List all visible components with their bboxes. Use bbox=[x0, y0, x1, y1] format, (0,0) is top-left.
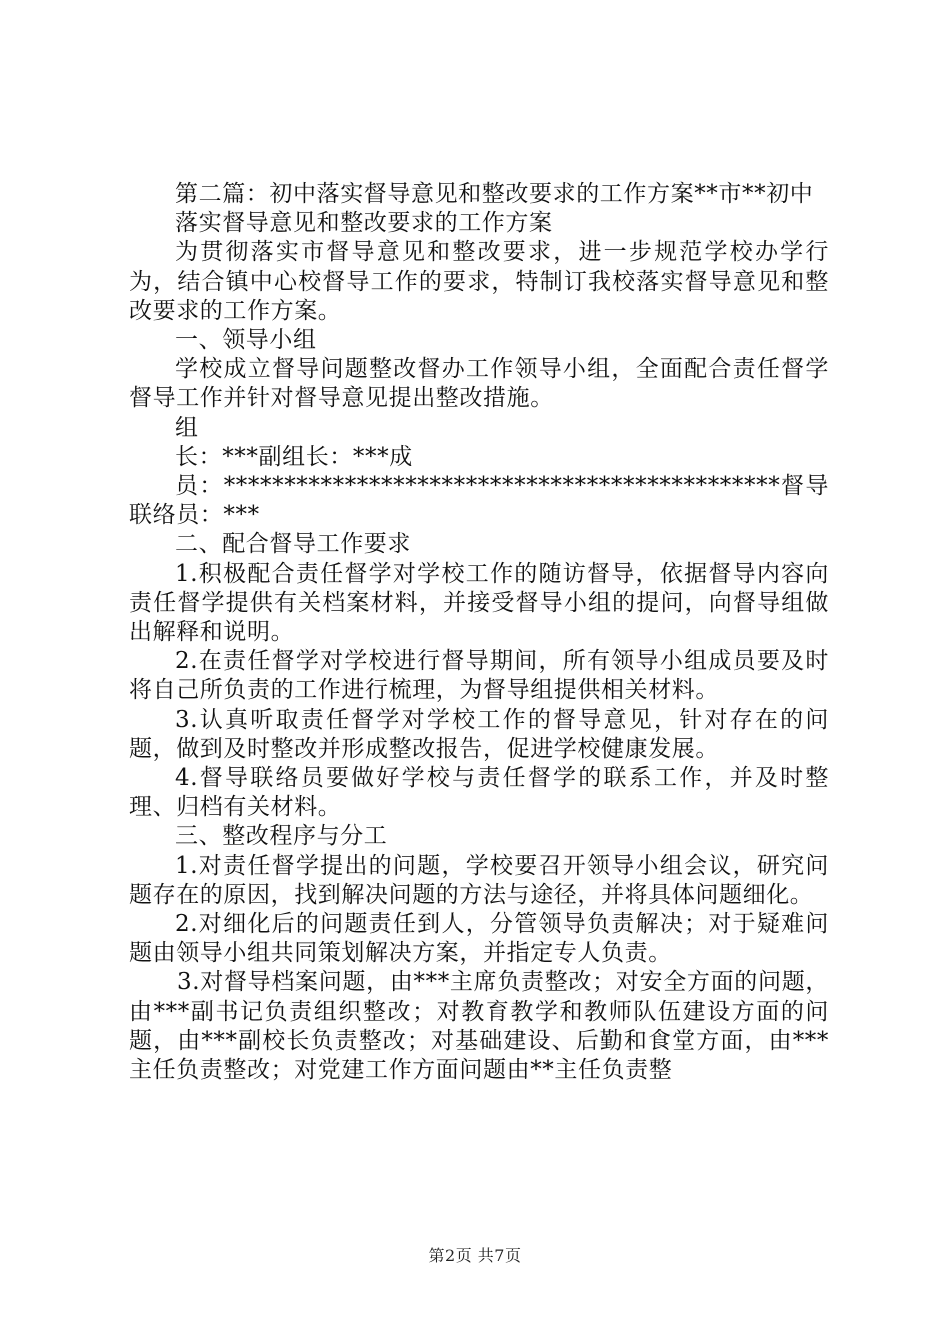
paragraph-subtitle: 落实督导意见和整改要求的工作方案 bbox=[175, 210, 553, 237]
section-heading-cooperation: 二、配合督导工作要求 bbox=[175, 531, 411, 558]
paragraph-procedure-2: 2.对细化后的问题责任到人，分管领导负责解决；对于疑难问题由领导小组共同策划解决方案，并指定专人负责。 bbox=[129, 911, 829, 967]
document-body bbox=[129, 180, 829, 1085]
paragraph-cooperation-2: 2.在责任督学对学校进行督导期间，所有领导小组成员要及时将自己所负责的工作进行梳理，为督导组提供相关材料。 bbox=[129, 648, 829, 704]
section-heading-leadership: 一、领导小组 bbox=[175, 327, 317, 354]
paragraph-intro: 为贯彻落实市督导意见和整改要求，进一步规范学校办学行为，结合镇中心校督导工作的要求，特制订我校落实督导意见和整改要求的工作方案。 bbox=[129, 239, 829, 324]
page-number-footer: 第2页 共7页 bbox=[428, 1246, 522, 1265]
paragraph-leadership: 学校成立督导问题整改督办工作领导小组，全面配合责任督学督导工作并针对督导意见提出整改措施。 bbox=[129, 356, 829, 412]
paragraph-group-leaders: 长：***副组长：***成 bbox=[175, 443, 413, 470]
paragraph-title: 第二篇：初中落实督导意见和整改要求的工作方案**市**初中 bbox=[175, 181, 814, 207]
paragraph-procedure-1: 1.对责任督学提出的问题，学校要召开领导小组会议，研究问题存在的原因，找到解决问题的方法与途径，并将具体问题细化。 bbox=[129, 852, 829, 908]
paragraph-cooperation-4: 4.督导联络员要做好学校与责任督学的联系工作，并及时整理、归档有关材料。 bbox=[129, 765, 829, 821]
paragraph-group-members: 员：**********************************************督导联络员：*** bbox=[129, 473, 829, 529]
paragraph-cooperation-1: 1.积极配合责任督学对学校工作的随访督导，依据督导内容向责任督学提供有关档案材料，并接受督导小组的提问，向督导组做出解释和说明。 bbox=[129, 560, 829, 646]
paragraph-group-label: 组 bbox=[175, 414, 199, 441]
section-heading-procedure: 三、整改程序与分工 bbox=[175, 823, 388, 850]
paragraph-cooperation-3: 3.认真听取责任督学对学校工作的督导意见，针对存在的问题，做到及时整改并形成整改报告，促进学校健康发展。 bbox=[129, 706, 829, 762]
paragraph-procedure-3: 3.对督导档案问题，由***主席负责整改；对安全方面的问题，由***副书记负责组织整改；对教育教学和教师队伍建设方面的问题，由***副校长负责整改；对基础建设、后勤和食堂方面，由***主任负责整改；对党建工作方面问题由**主任负责整 bbox=[129, 969, 829, 1084]
